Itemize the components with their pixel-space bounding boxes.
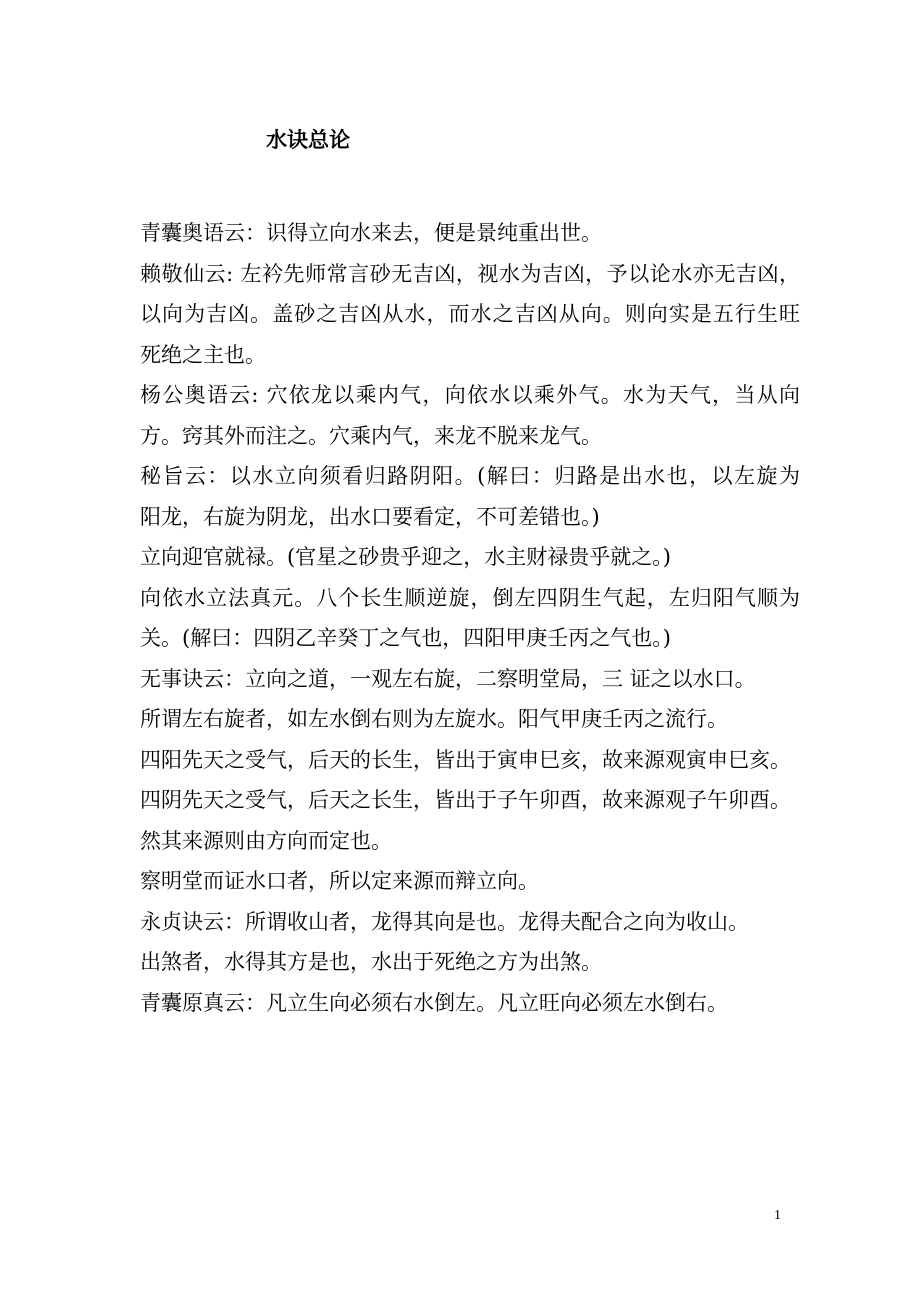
text-line: 青囊原真云：凡立生向必须右水倒左。凡立旺向必须左水倒右。 (140, 990, 728, 1015)
text-line: 察明堂而证水口者，所以定来源而辩立向。 (140, 869, 539, 893)
text-line: 阳龙，右旋为阴龙，出水口要看定，不可差错也。) (140, 504, 600, 529)
text-line: 以向为吉凶。盖砂之吉凶从水，而水之吉凶从向。则向实是五行生旺 (140, 302, 800, 326)
page-number: 1 (774, 1208, 781, 1223)
text-line: 出煞者，水得其方是也，水出于死绝之方为出煞。 (140, 950, 602, 974)
text-line: 向依水立法真元。八个长生顺逆旋，倒左四阴生气起，左归阳气顺为 (140, 585, 800, 610)
text-line: 杨公奥语云: 穴依龙以乘内气，向依水以乘外气。水为天气，当从向 (140, 383, 800, 407)
text-line: 青囊奥语云：识得立向水来去，便是景纯重出世。 (140, 221, 602, 245)
document-body (140, 213, 800, 1023)
text-line: 方。窍其外而注之。穴乘内气，来龙不脱来龙气。 (140, 423, 602, 448)
text-line: 无事诀云：立向之道，一观左右旋，二察明堂局，三 证之以水口。 (140, 666, 756, 691)
text-line: 永贞诀云：所谓收山者，龙得其向是也。龙得夫配合之向为收山。 (140, 909, 749, 934)
text-line: 立向迎官就禄。(官星之砂贵乎迎之，水主财禄贵乎就之。) (140, 545, 671, 569)
document-title: 水诀总论 (266, 127, 350, 152)
text-line: 四阳先天之受气，后天的长生，皆出于寅申巳亥，故来源观寅申巳亥。 (140, 747, 791, 772)
text-line: 所谓左右旋者，如左水倒右则为左旋水。阳气甲庚壬丙之流行。 (140, 707, 728, 731)
text-line: 四阴先天之受气，后天之长生，皆出于子午卯酉，故来源观子午卯酉。 (140, 788, 791, 812)
text-line: 关。(解曰：四阴乙辛癸丁之气也，四阳甲庚壬丙之气也。) (140, 626, 671, 650)
text-line: 赖敬仙云: 左衿先师常言砂无吉凶，视水为吉凶，予以论水亦无吉凶， (140, 261, 800, 286)
text-line: 秘旨云：以水立向须看归路阴阳。(解曰：归路是出水也，以左旋为 (140, 464, 800, 488)
text-line: 然其来源则由方向而定也。 (140, 828, 392, 853)
text-line: 死绝之主也。 (140, 342, 266, 367)
